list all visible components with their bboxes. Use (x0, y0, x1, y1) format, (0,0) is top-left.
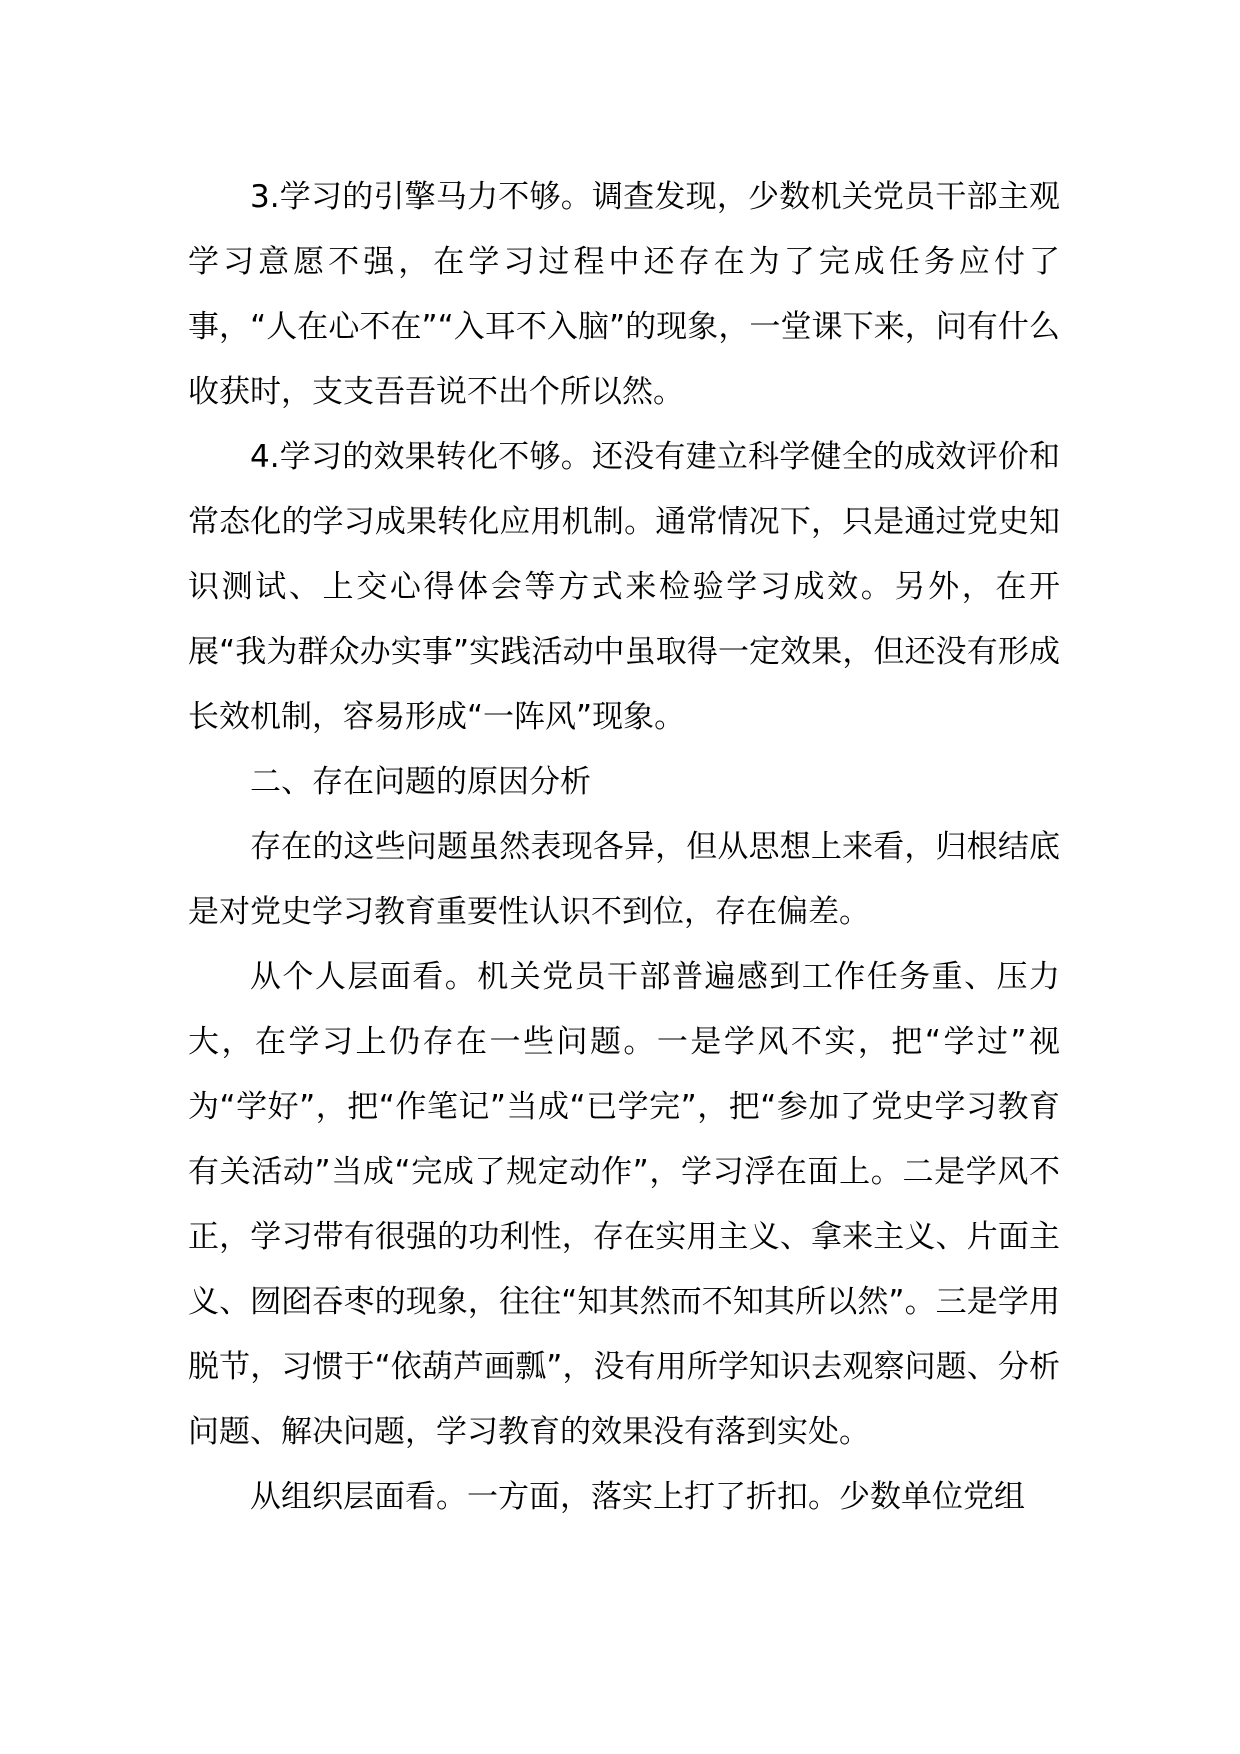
paragraph-learning-effect: 4.学习的效果转化不够。还没有建立科学健全的成效评价和常态化的学习成果转化应用机制。通常情况下，只是通过党史知识测试、上交心得体会等方式来检验学习成效。另外，在开展“我为群众办实事”实践活动中虽取得一定效果，但还没有形成长效机制，容易形成“一阵风”现象。 (188, 439, 1060, 735)
paragraph-learning-engine: 3.学习的引擎马力不够。调查发现，少数机关党员干部主观学习意愿不强，在学习过程中还存在为了完成任务应付了事，“人在心不在”“入耳不入脑”的现象，一堂课下来，问有什么收获时，支支吾吾说不出个所以然。 (188, 179, 1060, 410)
document-body (188, 165, 1060, 1530)
section-heading-cause-analysis: 二、存在问题的原因分析 (250, 764, 591, 800)
paragraph-individual-level: 从个人层面看。机关党员干部普遍感到工作任务重、压力大，在学习上仍存在一些问题。一是学风不实，把“学过”视为“学好”，把“作笔记”当成“已学完”，把“参加了党史学习教育有关活动”当成“完成了规定动作”，学习浮在面上。二是学风不正，学习带有很强的功利性，存在实用主义、拿来主义、片面主义、囫囵吞枣的现象，往往“知其然而不知其所以然”。三是学用脱节，习惯于“依葫芦画瓢”，没有用所学知识去观察问题、分析问题、解决问题，学习教育的效果没有落到实处。 (188, 959, 1060, 1450)
paragraph-organization-level: 从组织层面看。一方面，落实上打了折扣。少数单位党组 (250, 1479, 1025, 1515)
paragraph-cause-summary: 存在的这些问题虽然表现各异，但从思想上来看，归根结底是对党史学习教育重要性认识不到位，存在偏差。 (188, 829, 1060, 930)
